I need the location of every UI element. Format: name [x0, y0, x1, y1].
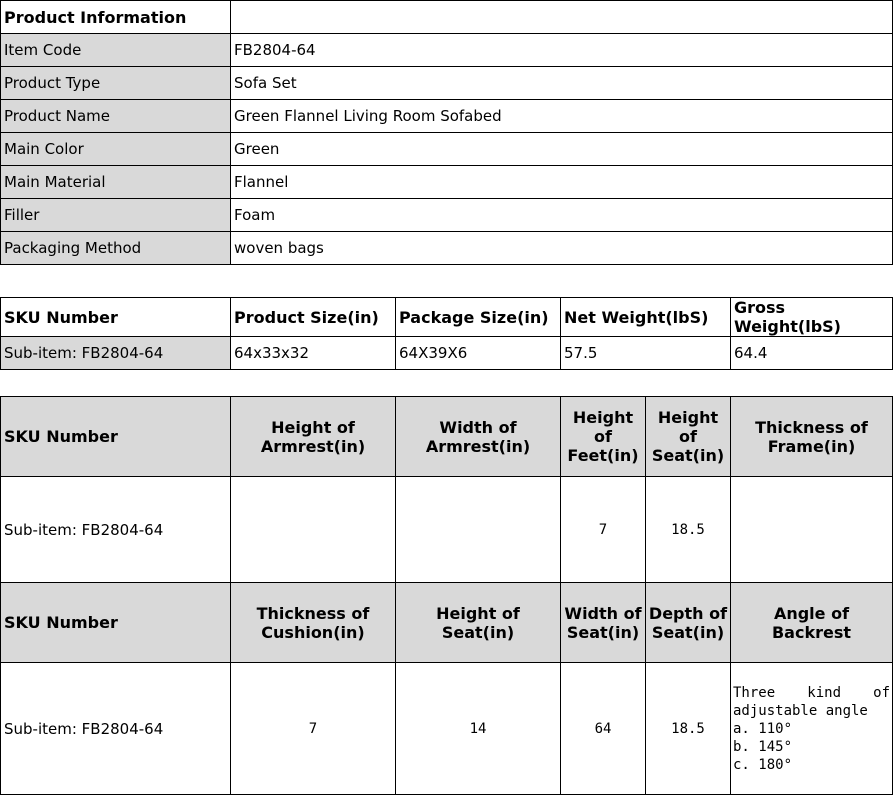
info-label: Packaging Method	[1, 232, 231, 265]
size-weight-table	[0, 297, 893, 370]
header-sku-number: SKU Number	[1, 397, 231, 477]
header-depth-of-seat: Depth of Seat(in)	[646, 583, 731, 663]
info-value: Sofa Set	[231, 67, 893, 100]
package-size-cell: 64X39X6	[396, 337, 561, 370]
product-information-title: Product Information	[1, 1, 231, 34]
gross-weight-cell: 64.4	[731, 337, 893, 370]
info-label: Main Material	[1, 166, 231, 199]
header-width-of-armrest: Width of Armrest(in)	[396, 397, 561, 477]
width-of-armrest-cell	[396, 477, 561, 583]
header-angle-of-backrest: Angle of Backrest	[731, 583, 893, 663]
header-sku-number: SKU Number	[1, 298, 231, 337]
angle-option: c. 180°	[733, 756, 793, 773]
width-of-seat-cell: 64	[561, 663, 646, 795]
angle-option: a. 110°	[733, 720, 793, 737]
height-of-seat-cell: 18.5	[646, 477, 731, 583]
header-net-weight: Net Weight(lbS)	[561, 298, 731, 337]
info-value: woven bags	[231, 232, 893, 265]
header-gross-weight: Gross Weight(lbS)	[731, 298, 893, 337]
info-value: FB2804-64	[231, 34, 893, 67]
net-weight-cell: 57.5	[561, 337, 731, 370]
height-of-seat-cell: 14	[396, 663, 561, 795]
sku-cell: Sub-item: FB2804-64	[1, 477, 231, 583]
header-height-of-feet: Height of Feet(in)	[561, 397, 646, 477]
info-value: Foam	[231, 199, 893, 232]
info-label: Product Type	[1, 67, 231, 100]
info-value: Green	[231, 133, 893, 166]
angle-option: b. 145°	[733, 738, 793, 755]
info-label: Main Color	[1, 133, 231, 166]
height-of-armrest-cell	[231, 477, 396, 583]
info-label: Item Code	[1, 34, 231, 67]
product-information-table	[0, 0, 893, 265]
header-product-size: Product Size(in)	[231, 298, 396, 337]
header-thickness-of-cushion: Thickness of Cushion(in)	[231, 583, 396, 663]
angle-of-backrest-cell	[731, 663, 893, 795]
info-value: Flannel	[231, 166, 893, 199]
product-size-cell: 64x33x32	[231, 337, 396, 370]
header-height-of-armrest: Height of Armrest(in)	[231, 397, 396, 477]
thickness-of-frame-cell	[731, 477, 893, 583]
header-width-of-seat: Width of Seat(in)	[561, 583, 646, 663]
info-value: Green Flannel Living Room Sofabed	[231, 100, 893, 133]
info-label: Product Name	[1, 100, 231, 133]
height-of-feet-cell: 7	[561, 477, 646, 583]
info-label: Filler	[1, 199, 231, 232]
sku-cell: Sub-item: FB2804-64	[1, 663, 231, 795]
thickness-of-cushion-cell: 7	[231, 663, 396, 795]
header-height-of-seat: Height of Seat(in)	[396, 583, 561, 663]
header-thickness-of-frame: Thickness of Frame(in)	[731, 397, 893, 477]
sku-cell: Sub-item: FB2804-64	[1, 337, 231, 370]
depth-of-seat-cell: 18.5	[646, 663, 731, 795]
angle-line: Three kind of	[733, 684, 890, 701]
angle-line: adjustable angle	[733, 702, 868, 719]
dimensions-table	[0, 396, 893, 795]
empty-cell	[231, 1, 893, 34]
header-height-of-seat: Height of Seat(in)	[646, 397, 731, 477]
header-sku-number: SKU Number	[1, 583, 231, 663]
header-package-size: Package Size(in)	[396, 298, 561, 337]
